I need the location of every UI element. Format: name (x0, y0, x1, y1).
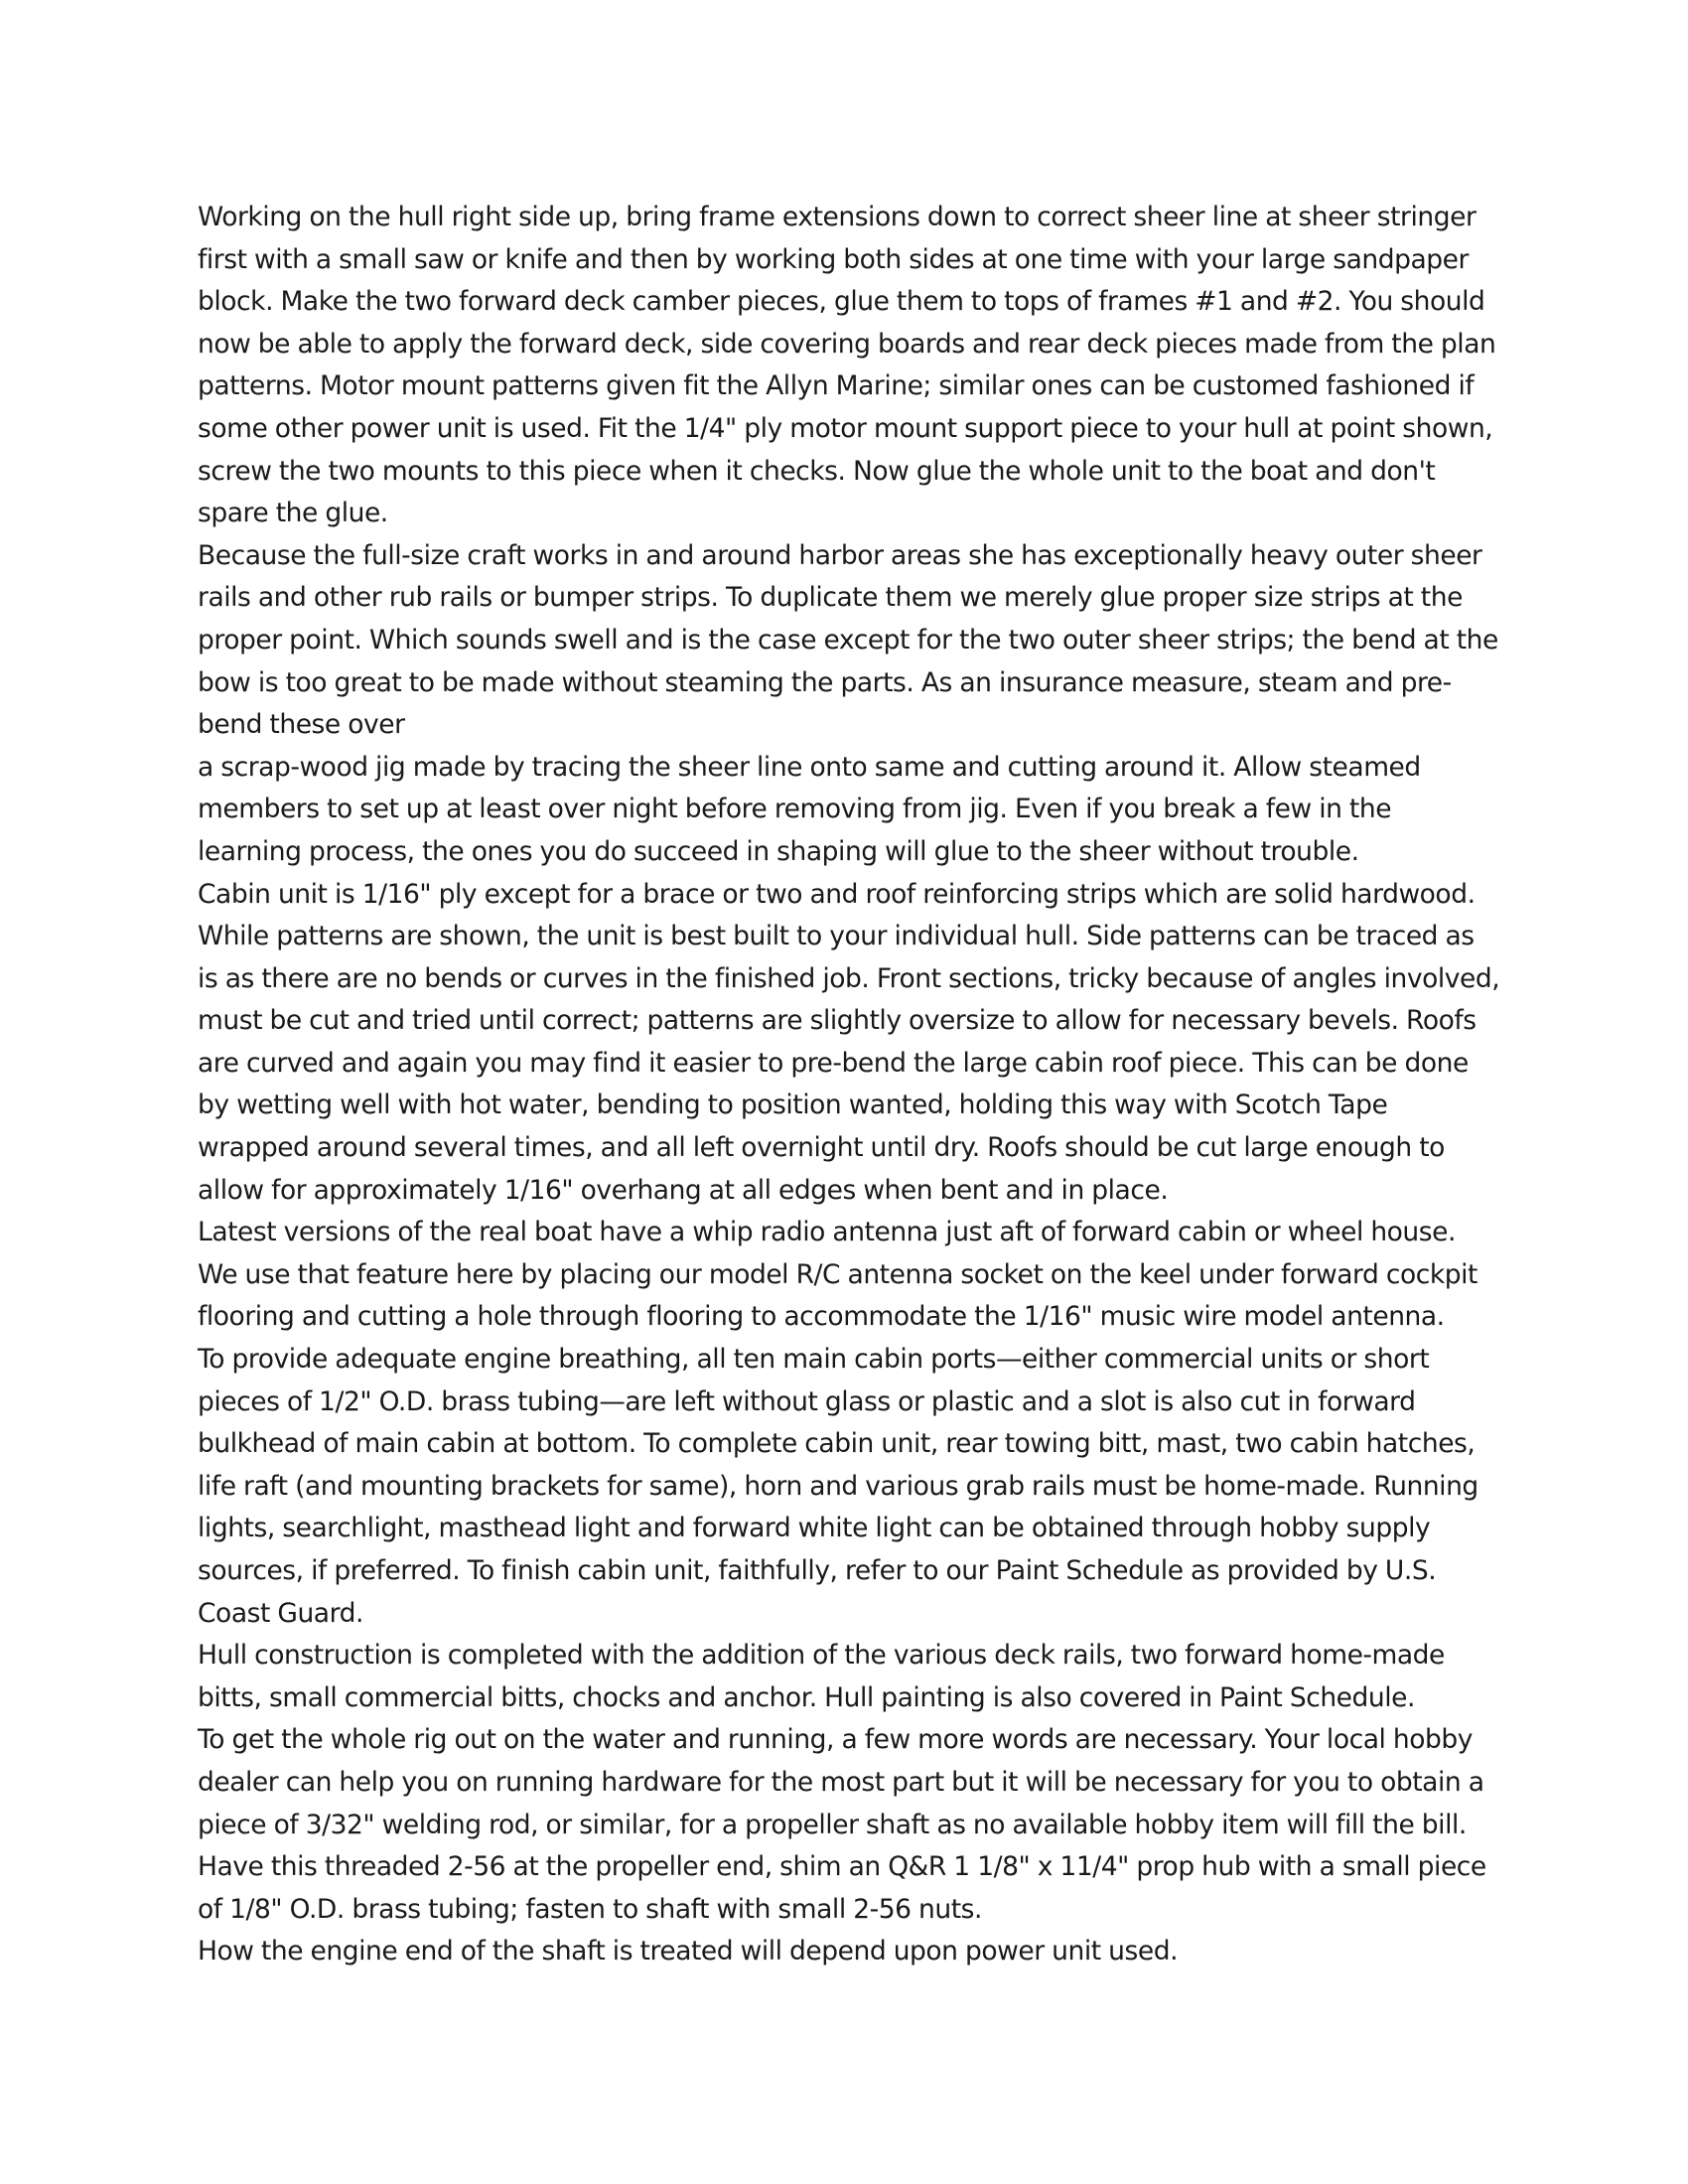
paragraph-running-hardware: To get the whole rig out on the water and running, a few more words are necessary. Your local hobby dealer can help you on running hardware for the most part but it will be necessary for you to obtain a piece of 3/32" welding rod, or similar, for a propeller shaft as no available hobby item will fill the bill. Have this threaded 2-56 at the propeller end, shim an Q&R 1 1/8" x 11/4" prop hub with a small piece of 1/8" O.D. brass tubing; fasten to shaft with small 2-56 nuts. (198, 1724, 1486, 1925)
body-text (198, 197, 1500, 1973)
paragraph-hull-sheer-line: Working on the hull right side up, bring frame extensions down to correct sheer line at sheer stringer first with a small saw or knife and then by working both sides at one time with your large sandpaper block. Make the two forward deck camber pieces, glue them to tops of frames #1 and #2. You should now be able to apply the forward deck, side covering boards and rear deck pieces made from the plan patterns. Motor mount patterns given fit the Allyn Marine; similar ones can be customed fashioned if some other power unit is used. Fit the 1/4" ply motor mount support piece to your hull at point shown, screw the two mounts to this piece when it checks. Now glue the whole unit to the boat and don't spare the glue. (198, 202, 1496, 529)
paragraph-cabin-unit: Cabin unit is 1/16" ply except for a brace or two and roof reinforcing strips which are solid hardwood. While patterns are shown, the unit is best built to your individual hull. Side patterns can be traced as is as there are no bends or curves in the finished job. Front sections, tricky because of angles involved, must be cut and tried until correct; patterns are slightly oversize to allow for necessary bevels. Roofs are curved and again you may find it easier to pre-bend the large cabin roof piece. This can be done by wetting well with hot water, bending to position wanted, holding this way with Scotch Tape wrapped around several times, and all left overnight until dry. Roofs should be cut large enough to allow for approximately 1/16" overhang at all edges when bent and in place. (198, 878, 1500, 1206)
paragraph-shaft-engine-end: How the engine end of the shaft is treated will depend upon power unit used. (198, 1936, 1179, 1967)
paragraph-scrap-wood-jig: a scrap-wood jig made by tracing the sheer line onto same and cutting around it. Allow steamed members to set up at least over night before removing from jig. Even if you break a few in the learning process, the ones you do succeed in shaping will glue to the sheer without trouble. (198, 751, 1421, 867)
paragraph-rub-rails: Because the full-size craft works in and around harbor areas she has exceptionally heavy outer sheer rails and other rub rails or bumper strips. To duplicate them we merely glue proper size strips at the proper point. Which sounds swell and is the case except for the two outer sheer strips; the bend at the bow is too great to be made without steaming the parts. As an insurance measure, steam and pre-bend these over (198, 539, 1498, 741)
paragraph-engine-breathing: To provide adequate engine breathing, all ten main cabin ports—either commercial units or short pieces of 1/2" O.D. brass tubing—are left without glass or plastic and a slot is also cut in forward bulkhead of main cabin at bottom. To complete cabin unit, rear towing bitt, mast, two cabin hatches, life raft (and mounting brackets for same), horn and various grab rails must be home-made. Running lights, searchlight, masthead light and forward white light can be obtained through hobby supply sources, if preferred. To finish cabin unit, faithfully, refer to our Paint Schedule as provided by U.S. Coast Guard. (198, 1344, 1478, 1629)
paragraph-radio-antenna: Latest versions of the real boat have a whip radio antenna just aft of forward cabin or wheel house. We use that feature here by placing our model R/C antenna socket on the keel under forward cockpit flooring and cutting a hole through flooring to accommodate the 1/16" music wire model antenna. (198, 1217, 1478, 1333)
paragraph-hull-construction: Hull construction is completed with the addition of the various deck rails, two forward home-made bitts, small commercial bitts, chocks and anchor. Hull painting is also covered in Paint Schedule. (198, 1640, 1445, 1713)
